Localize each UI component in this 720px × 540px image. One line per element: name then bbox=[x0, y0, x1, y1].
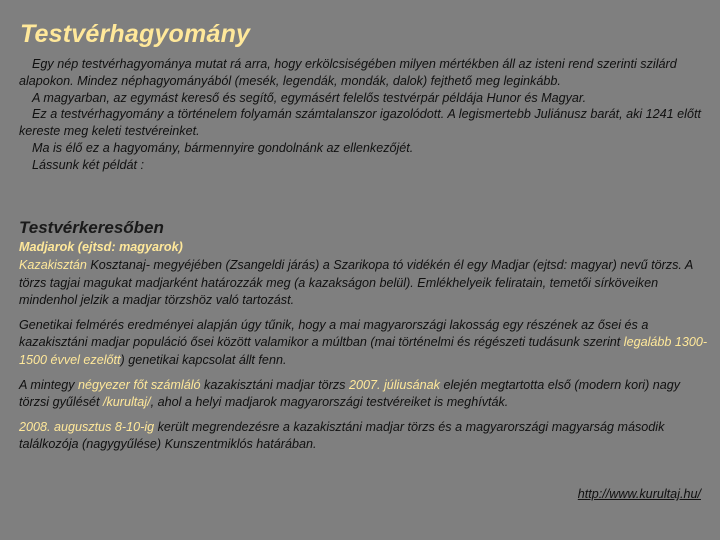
intro-paragraph: Egy nép testvérhagyománya mutat rá arra, hogy erkölcsiségében milyen mértékben áll az isteni rend szerinti szilárd alapokon. Mindez néphagyományából (mesék, legendák, mondák, dalok) fejthető meg leginkább. bbox=[19, 57, 677, 88]
highlight: négyezer főt számláló bbox=[78, 377, 201, 392]
intro-paragraph: Lássunk két példát : bbox=[32, 157, 145, 172]
intro-paragraph: Ma is élő ez a hagyomány, bármennyire gondolnánk az ellenkezőjét. bbox=[32, 140, 414, 155]
section-subheading: Madjarok (ejtsd: magyarok) bbox=[19, 240, 183, 254]
page-title: Testvérhagyomány bbox=[20, 20, 251, 48]
highlight: Kazakisztán bbox=[19, 258, 87, 272]
intro-paragraph: Ez a testvérhagyomány a történelem folyamán számtalanszor igazolódott. A legismertebb Juliánusz barát, aki 1241 előtt kereste meg keleti testvéreinket. bbox=[19, 107, 701, 139]
text-run: , ahol a helyi madjarok magyarországi testvéreiket is meghívták. bbox=[150, 395, 509, 410]
highlight: 2007. júliusának bbox=[348, 377, 440, 392]
intro-text bbox=[19, 56, 709, 174]
highlight: 2008. augusztus 8-10-ig bbox=[19, 419, 155, 434]
kurultaj-link[interactable]: http://www.kurultaj.hu/ bbox=[577, 487, 701, 501]
highlight: /kurultaj/ bbox=[103, 395, 151, 410]
highlight: legalább 1300-1500 évvel ezelőtt bbox=[19, 335, 708, 367]
text-run: kazakisztáni madjar törzs bbox=[200, 377, 349, 392]
text-run: ) genetikai kapcsolat állt fenn. bbox=[120, 352, 287, 367]
body-paragraph-2 bbox=[19, 317, 709, 370]
intro-paragraph: A magyarban, az egymást kereső és segítő, egymásért felelős testvérpár példája Hunor és Magyar. bbox=[32, 90, 587, 105]
section-body bbox=[19, 257, 709, 461]
text-run: A mintegy bbox=[19, 377, 79, 392]
text-run: elején megtartotta első (modern kori) nagy törzsi gyűlését bbox=[19, 377, 681, 410]
section-heading: Testvérkeresőben bbox=[19, 218, 164, 237]
body-paragraph-1 bbox=[19, 257, 709, 310]
text-run: került megrendezésre a kazakisztáni madjar törzs és a magyarországi magyarság második találkozója (nagygyűlése) Kunszentmiklós határában. bbox=[19, 419, 665, 452]
text-run: Kosztanaj- megyéjében (Zsangeldi járás) a Szarikopa tó vidékén él egy Madjar (ejtsd: magyar) nevű törzs. A törzs tagjai magukat madjarként határozzák meg (a kazakságon belül). Emlékhelyeik feliratain, temetői sírköveiken mindenhol jelzik a madjar törzshöz való tartozást. bbox=[19, 258, 693, 308]
body-paragraph-3 bbox=[19, 377, 709, 412]
body-paragraph-4 bbox=[19, 419, 709, 454]
text-run: Genetikai felmérés eredményei alapján úgy tűnik, hogy a mai magyarországi lakosság egy részének az ősei és a kazakisztáni madjar populáció ősei között valamikor a múltban (mai történelmi és régészeti tudásunk szerint bbox=[19, 317, 649, 350]
